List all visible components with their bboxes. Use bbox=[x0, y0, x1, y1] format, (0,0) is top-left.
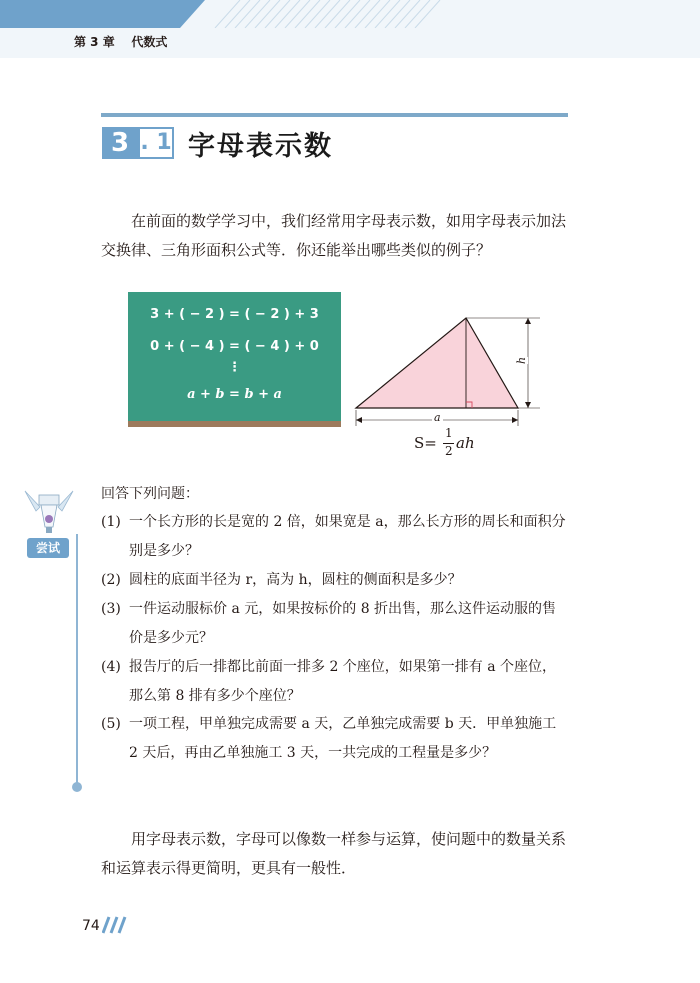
question-number: (3) bbox=[101, 601, 121, 617]
base-label: a bbox=[434, 411, 441, 424]
question-text: 圆柱的底面半径为 r，高为 h，圆柱的侧面积是多少？ bbox=[129, 572, 462, 588]
blackboard-illustration bbox=[128, 292, 341, 421]
section-title: 字母表示数 bbox=[188, 131, 333, 162]
board-ellipsis: ⋮ bbox=[228, 360, 241, 375]
header-stripe-decoration bbox=[0, 0, 700, 28]
question-5 bbox=[101, 710, 571, 767]
lamp-icon bbox=[22, 489, 76, 535]
question-number: (5) bbox=[101, 716, 121, 732]
question-text: 一个长方形的长是宽的 2 倍，如果宽是 a，那么长方形的周长和面积分别是多少？ bbox=[129, 514, 566, 559]
section-title-rule bbox=[101, 113, 568, 117]
blackboard-ledge bbox=[128, 421, 341, 427]
triangle-area-figure bbox=[352, 312, 552, 430]
section-subnumber: . 1 bbox=[138, 127, 174, 159]
try-heading: 回答下列问题： bbox=[101, 486, 199, 502]
try-tag: 尝试 bbox=[27, 538, 69, 558]
question-3 bbox=[101, 595, 571, 652]
question-2 bbox=[101, 566, 571, 595]
try-side-dot bbox=[72, 782, 82, 792]
intro-paragraph: 在前面的数学学习中，我们经常用字母表示数，如用字母表示加法交换律、三角形面积公式等．你还能举出哪些类似的例子？ bbox=[101, 212, 567, 259]
section-number-badge bbox=[102, 127, 174, 159]
question-text: 报告厅的后一排都比前面一排多 2 个座位，如果第一排有 a 个座位，那么第 8 排有多少个座位？ bbox=[129, 659, 557, 704]
page-slash-decoration bbox=[102, 916, 128, 934]
try-side-rule bbox=[76, 534, 78, 784]
section-number: 3 bbox=[102, 127, 138, 159]
area-formula bbox=[414, 428, 494, 466]
question-number: (4) bbox=[101, 659, 121, 675]
chapter-header: 第 3 章 代数式 bbox=[74, 35, 168, 49]
formula-numerator: 1 bbox=[445, 426, 453, 440]
question-text: 一件运动服标价 a 元，如果按标价的 8 折出售，那么这件运动服的售价是多少元？ bbox=[129, 601, 557, 646]
formula-lhs: S= bbox=[414, 434, 437, 452]
question-number: (2) bbox=[101, 572, 121, 588]
height-label: h bbox=[515, 356, 529, 365]
board-equation-1: 3 + ( − 2 ) = ( − 2 ) + 3 bbox=[150, 307, 319, 322]
question-text: 一项工程，甲单独完成需要 a 天，乙单独完成需要 b 天．甲单独施工 2 天后，再由乙单独施工 3 天，一共完成的工程量是多少？ bbox=[129, 716, 557, 761]
board-equation-3: a + b = b + a bbox=[187, 387, 282, 402]
question-number: (1) bbox=[101, 514, 121, 530]
formula-denominator: 2 bbox=[445, 444, 453, 458]
board-equation-2: 0 + ( − 4 ) = ( − 4 ) + 0 bbox=[150, 339, 319, 354]
formula-rhs: ah bbox=[456, 434, 475, 452]
page-number: 74 bbox=[82, 918, 100, 934]
question-1 bbox=[101, 508, 571, 565]
closing-paragraph: 用字母表示数，字母可以像数一样参与运算，使问题中的数量关系和运算表示得更简明，更具有一般性． bbox=[101, 830, 567, 877]
question-4 bbox=[101, 653, 571, 710]
